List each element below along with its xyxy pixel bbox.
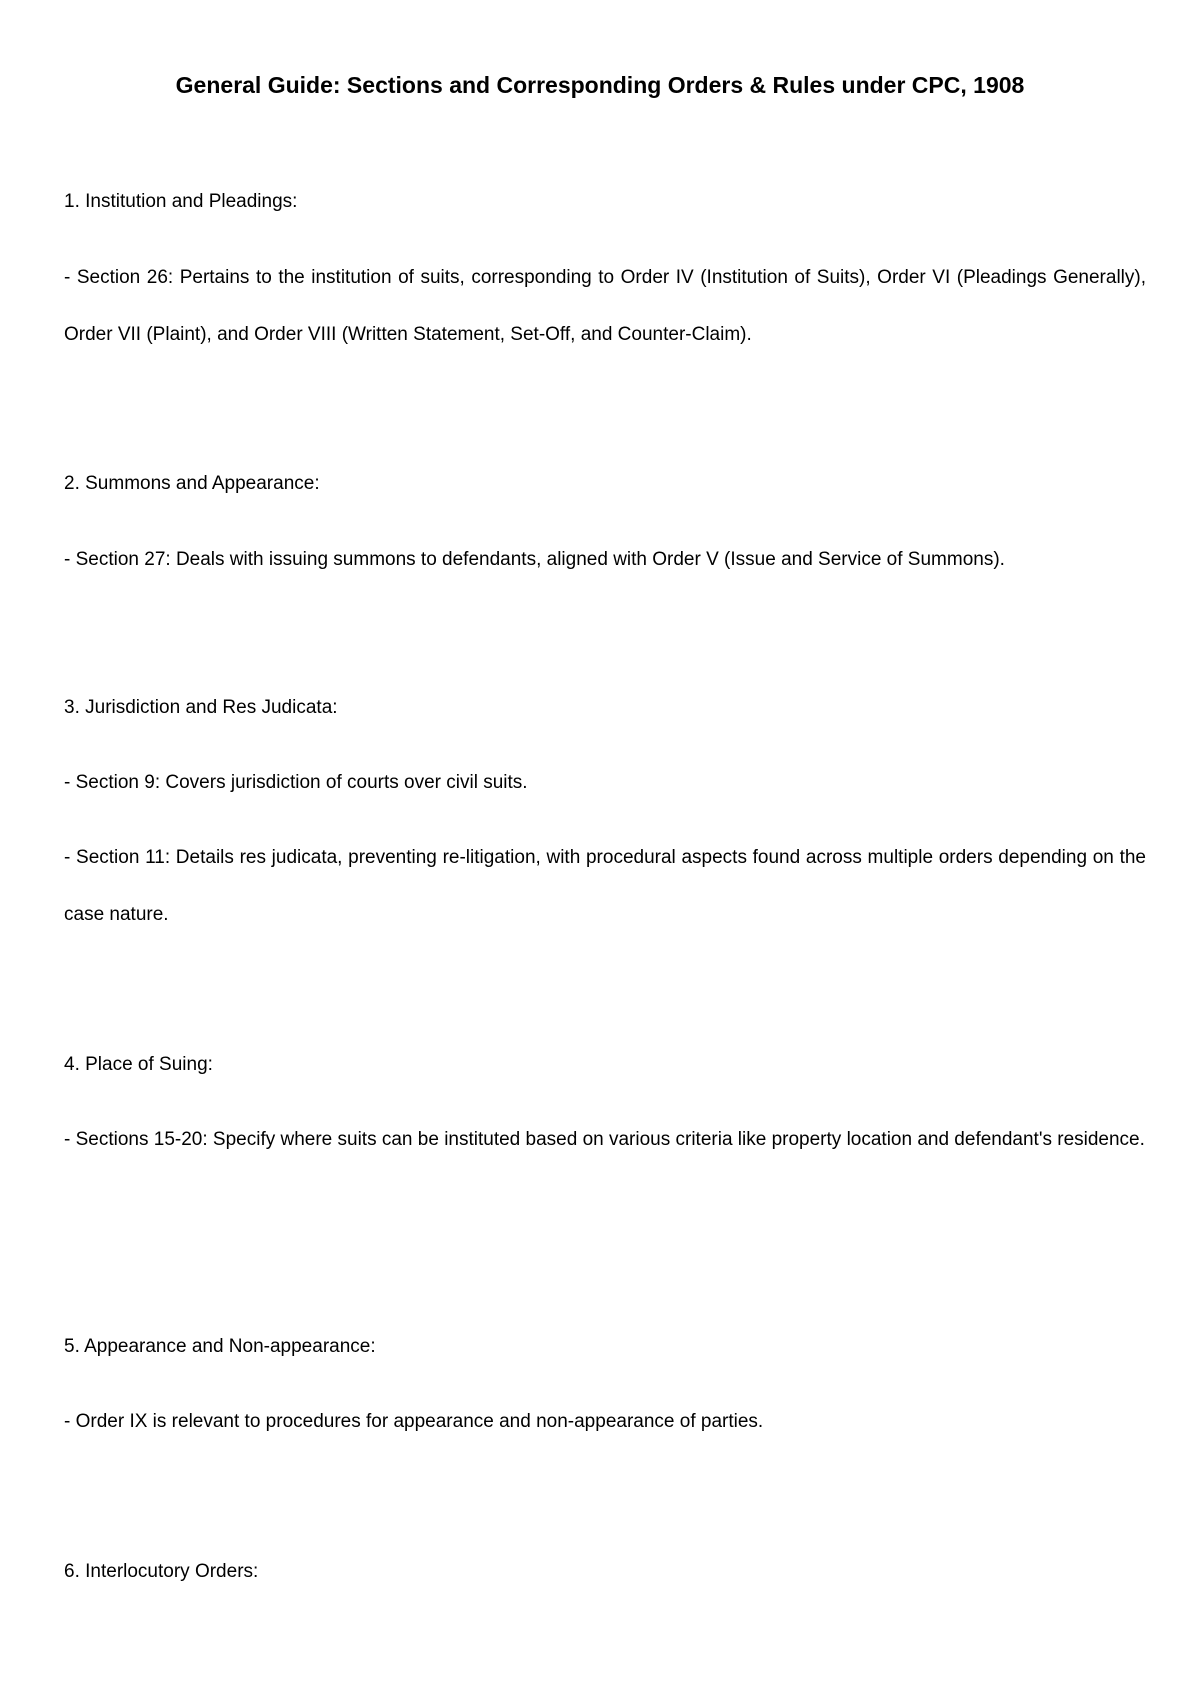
section-heading-appearance-non-appearance: 5. Appearance and Non-appearance: bbox=[64, 1336, 376, 1357]
document-title: General Guide: Sections and Corresponding Orders & Rules under CPC, 1908 bbox=[175, 72, 1025, 98]
section-heading-jurisdiction-res-judicata: 3. Jurisdiction and Res Judicata: bbox=[64, 697, 338, 718]
section-item-section-9: - Section 9: Covers jurisdiction of courts over civil suits. bbox=[64, 772, 528, 793]
section-heading-institution-pleadings: 1. Institution and Pleadings: bbox=[64, 191, 298, 212]
section-item-sections-15-20: - Sections 15-20: Specify where suits can be instituted based on various criteria like property location and defendant's residence. bbox=[64, 1129, 1145, 1150]
section-item-section-11: - Section 11: Details res judicata, preventing re-litigation, with procedural aspects found across multiple orders depending on the case nature. bbox=[64, 847, 1146, 925]
section-item-section-26: - Section 26: Pertains to the institution of suits, corresponding to Order IV (Institution of Suits), Order VI (Pleadings Generally), Order VII (Plaint), and Order VIII (Written Statement, Set-Off, and Counter-Claim). bbox=[64, 267, 1146, 345]
section-heading-place-of-suing: 4. Place of Suing: bbox=[64, 1054, 213, 1075]
section-heading-summons-appearance: 2. Summons and Appearance: bbox=[64, 473, 320, 494]
section-item-section-27: - Section 27: Deals with issuing summons to defendants, aligned with Order V (Issue and Service of Summons). bbox=[64, 549, 1005, 570]
section-item-order-ix: - Order IX is relevant to procedures for appearance and non-appearance of parties. bbox=[64, 1411, 764, 1432]
section-heading-interlocutory-orders: 6. Interlocutory Orders: bbox=[64, 1561, 259, 1582]
